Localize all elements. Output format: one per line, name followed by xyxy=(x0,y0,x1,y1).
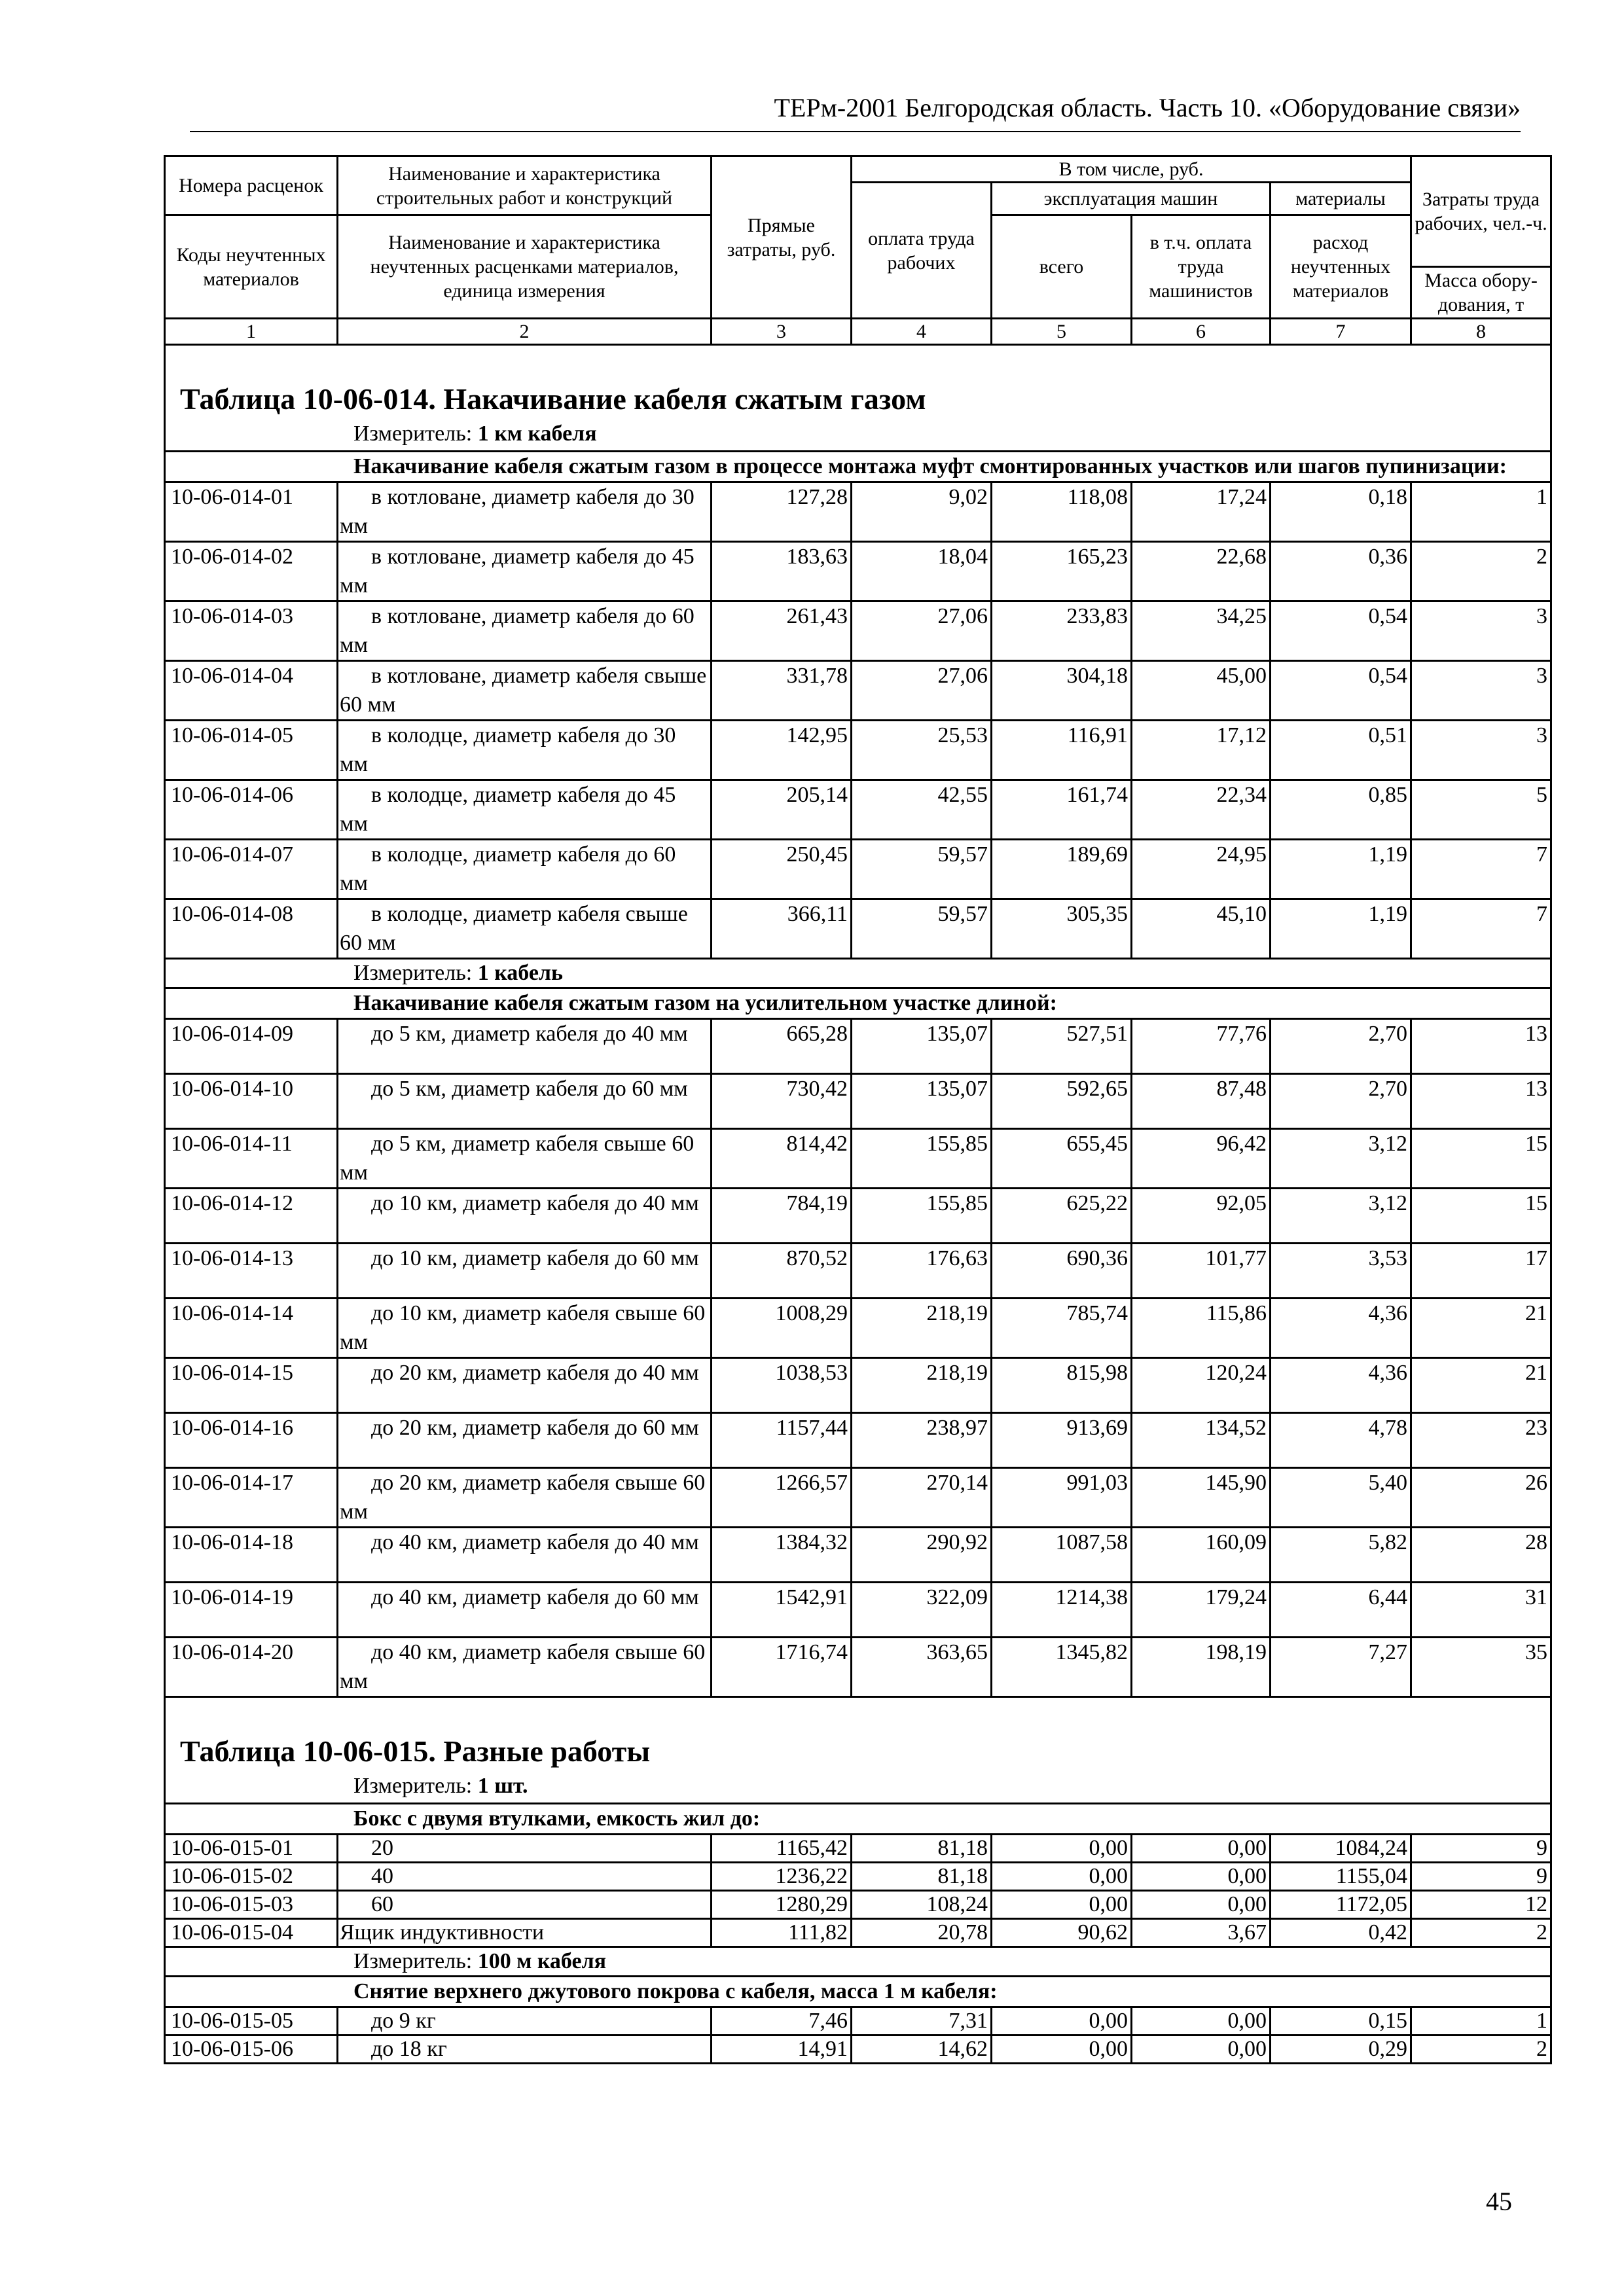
group-heading: Накачивание кабеля сжатым газом на усилительном участке длиной: xyxy=(165,988,1551,1019)
header-rate-numbers: Номера расценок xyxy=(165,156,338,215)
measure-cell xyxy=(165,1771,1551,1804)
machines-total: 527,51 xyxy=(992,1019,1132,1074)
direct-costs: 1280,29 xyxy=(712,1891,852,1919)
machines-total: 690,36 xyxy=(992,1244,1132,1299)
work-name: до 40 км, диаметр кабеля до 60 мм xyxy=(338,1583,712,1638)
column-number: 7 xyxy=(1271,319,1411,345)
measure-row xyxy=(165,1947,1551,1977)
work-name: в котловане, диаметр кабеля свыше 60 мм xyxy=(338,661,712,721)
direct-costs: 1236,22 xyxy=(712,1863,852,1891)
materials: 1,19 xyxy=(1271,840,1411,899)
machinist-pay: 22,68 xyxy=(1132,542,1271,601)
materials: 0,54 xyxy=(1271,661,1411,721)
header-direct-costs: Прямые затраты, руб. xyxy=(712,156,852,319)
work-name: в котловане, диаметр кабеля до 45 мм xyxy=(338,542,712,601)
header-including: В том числе, руб. xyxy=(852,156,1411,183)
worker-pay: 155,85 xyxy=(852,1189,992,1244)
rate-code: 10-06-015-04 xyxy=(165,1919,338,1947)
header-machinist-pay: в т.ч. оплата труда машинистов xyxy=(1132,215,1271,319)
group-row xyxy=(165,1977,1551,2007)
rate-code: 10-06-015-05 xyxy=(165,2007,338,2036)
worker-pay: 42,55 xyxy=(852,780,992,840)
worker-pay: 238,97 xyxy=(852,1413,992,1468)
machinist-pay: 17,24 xyxy=(1132,482,1271,542)
table-row xyxy=(165,721,1551,780)
table-row xyxy=(165,1468,1551,1528)
table-row xyxy=(165,601,1551,661)
group-heading: Снятие верхнего джутового покрова с кабеля, масса 1 м кабеля: xyxy=(165,1977,1551,2007)
machines-total: 165,23 xyxy=(992,542,1132,601)
materials: 7,27 xyxy=(1271,1638,1411,1697)
direct-costs: 127,28 xyxy=(712,482,852,542)
machines-total: 0,00 xyxy=(992,1835,1132,1863)
worker-pay: 25,53 xyxy=(852,721,992,780)
table-row xyxy=(165,1244,1551,1299)
machinist-pay: 24,95 xyxy=(1132,840,1271,899)
direct-costs: 142,95 xyxy=(712,721,852,780)
rate-code: 10-06-014-05 xyxy=(165,721,338,780)
column-number: 4 xyxy=(852,319,992,345)
worker-pay: 135,07 xyxy=(852,1074,992,1129)
measure-label: Измеритель: xyxy=(353,1774,473,1798)
header-work-name: Наименование и характеристика строительных работ и конструкций xyxy=(338,156,712,215)
direct-costs: 870,52 xyxy=(712,1244,852,1299)
worker-pay: 108,24 xyxy=(852,1891,992,1919)
rate-code: 10-06-014-19 xyxy=(165,1583,338,1638)
rate-code: 10-06-015-01 xyxy=(165,1835,338,1863)
machines-total: 0,00 xyxy=(992,1891,1132,1919)
table-row xyxy=(165,1129,1551,1189)
rate-code: 10-06-015-03 xyxy=(165,1891,338,1919)
worker-pay: 155,85 xyxy=(852,1129,992,1189)
work-name: 40 xyxy=(338,1863,712,1891)
table-row xyxy=(165,1919,1551,1947)
worker-pay: 290,92 xyxy=(852,1528,992,1583)
header-machine-operation: эксплуатация машин xyxy=(992,183,1271,215)
column-number: 8 xyxy=(1411,319,1551,345)
machinist-pay: 45,00 xyxy=(1132,661,1271,721)
materials: 0,29 xyxy=(1271,2036,1411,2064)
labor-hours: 1 xyxy=(1411,482,1551,542)
materials: 6,44 xyxy=(1271,1583,1411,1638)
table-row xyxy=(165,1835,1551,1863)
labor-hours: 13 xyxy=(1411,1019,1551,1074)
machines-total: 785,74 xyxy=(992,1299,1132,1358)
machinist-pay: 120,24 xyxy=(1132,1358,1271,1413)
machinist-pay: 17,12 xyxy=(1132,721,1271,780)
machines-total: 1214,38 xyxy=(992,1583,1132,1638)
measure-label: Измеритель: xyxy=(353,1949,473,1973)
worker-pay: 27,06 xyxy=(852,661,992,721)
work-name: до 10 км, диаметр кабеля до 40 мм xyxy=(338,1189,712,1244)
materials: 4,36 xyxy=(1271,1358,1411,1413)
work-name: до 40 км, диаметр кабеля свыше 60 мм xyxy=(338,1638,712,1697)
machines-total: 1345,82 xyxy=(992,1638,1132,1697)
table-title-cell xyxy=(165,1697,1551,1772)
machinist-pay: 179,24 xyxy=(1132,1583,1271,1638)
materials: 0,15 xyxy=(1271,2007,1411,2036)
work-name: до 10 км, диаметр кабеля до 60 мм xyxy=(338,1244,712,1299)
machinist-pay: 45,10 xyxy=(1132,899,1271,959)
measure-label: Измеритель: xyxy=(353,422,473,446)
materials: 0,18 xyxy=(1271,482,1411,542)
header-machines-total: всего xyxy=(992,215,1132,319)
rate-code: 10-06-014-04 xyxy=(165,661,338,721)
direct-costs: 730,42 xyxy=(712,1074,852,1129)
rate-code: 10-06-014-16 xyxy=(165,1413,338,1468)
rate-code: 10-06-014-12 xyxy=(165,1189,338,1244)
machines-total: 655,45 xyxy=(992,1129,1132,1189)
rate-code: 10-06-015-06 xyxy=(165,2036,338,2064)
machines-total: 0,00 xyxy=(992,1863,1132,1891)
column-number: 6 xyxy=(1132,319,1271,345)
machinist-pay: 87,48 xyxy=(1132,1074,1271,1129)
direct-costs: 183,63 xyxy=(712,542,852,601)
machinist-pay: 96,42 xyxy=(1132,1129,1271,1189)
direct-costs: 111,82 xyxy=(712,1919,852,1947)
column-number: 1 xyxy=(165,319,338,345)
measure-row xyxy=(165,959,1551,988)
worker-pay: 14,62 xyxy=(852,2036,992,2064)
table-row xyxy=(165,1189,1551,1244)
measure-label: Измеритель: xyxy=(353,961,473,985)
materials: 2,70 xyxy=(1271,1074,1411,1129)
worker-pay: 7,31 xyxy=(852,2007,992,2036)
column-number: 5 xyxy=(992,319,1132,345)
machines-total: 161,74 xyxy=(992,780,1132,840)
measure-unit: 100 м кабеля xyxy=(477,1949,607,1973)
machinist-pay: 0,00 xyxy=(1132,1863,1271,1891)
labor-hours: 17 xyxy=(1411,1244,1551,1299)
rate-code: 10-06-014-11 xyxy=(165,1129,338,1189)
machines-total: 189,69 xyxy=(992,840,1132,899)
worker-pay: 9,02 xyxy=(852,482,992,542)
machines-total: 116,91 xyxy=(992,721,1132,780)
table-row xyxy=(165,2007,1551,2036)
materials: 4,78 xyxy=(1271,1413,1411,1468)
table-body xyxy=(165,345,1551,2064)
rate-code: 10-06-014-08 xyxy=(165,899,338,959)
machinist-pay: 0,00 xyxy=(1132,2036,1271,2064)
labor-hours: 15 xyxy=(1411,1129,1551,1189)
worker-pay: 59,57 xyxy=(852,899,992,959)
measure-unit: 1 кабель xyxy=(477,961,563,985)
worker-pay: 322,09 xyxy=(852,1583,992,1638)
labor-hours: 3 xyxy=(1411,721,1551,780)
work-name: в котловане, диаметр кабеля до 60 мм xyxy=(338,601,712,661)
work-name: 20 xyxy=(338,1835,712,1863)
labor-hours: 5 xyxy=(1411,780,1551,840)
rate-code: 10-06-014-03 xyxy=(165,601,338,661)
rate-code: 10-06-014-09 xyxy=(165,1019,338,1074)
column-number: 3 xyxy=(712,319,852,345)
worker-pay: 363,65 xyxy=(852,1638,992,1697)
table-row xyxy=(165,840,1551,899)
table-title-cell xyxy=(165,345,1551,420)
labor-hours: 13 xyxy=(1411,1074,1551,1129)
table-row xyxy=(165,1019,1551,1074)
labor-hours: 3 xyxy=(1411,601,1551,661)
materials: 1084,24 xyxy=(1271,1835,1411,1863)
table-row xyxy=(165,2036,1551,2064)
labor-hours: 1 xyxy=(1411,2007,1551,2036)
work-name: до 18 кг xyxy=(338,2036,712,2064)
table-row xyxy=(165,542,1551,601)
rate-code: 10-06-014-02 xyxy=(165,542,338,601)
labor-hours: 2 xyxy=(1411,1919,1551,1947)
worker-pay: 20,78 xyxy=(852,1919,992,1947)
machines-total: 625,22 xyxy=(992,1189,1132,1244)
machinist-pay: 77,76 xyxy=(1132,1019,1271,1074)
direct-costs: 784,19 xyxy=(712,1189,852,1244)
table-row xyxy=(165,1583,1551,1638)
materials: 5,40 xyxy=(1271,1468,1411,1528)
work-name: до 20 км, диаметр кабеля до 40 мм xyxy=(338,1358,712,1413)
machinist-pay: 3,67 xyxy=(1132,1919,1271,1947)
work-name: до 40 км, диаметр кабеля до 40 мм xyxy=(338,1528,712,1583)
rate-code: 10-06-014-10 xyxy=(165,1074,338,1129)
machinist-pay: 0,00 xyxy=(1132,1891,1271,1919)
machines-total: 913,69 xyxy=(992,1413,1132,1468)
measure-cell xyxy=(165,959,1551,988)
labor-hours: 9 xyxy=(1411,1835,1551,1863)
machines-total: 0,00 xyxy=(992,2036,1132,2064)
column-number: 2 xyxy=(338,319,712,345)
rate-code: 10-06-014-06 xyxy=(165,780,338,840)
labor-hours: 3 xyxy=(1411,661,1551,721)
labor-hours: 31 xyxy=(1411,1583,1551,1638)
direct-costs: 1542,91 xyxy=(712,1583,852,1638)
group-row xyxy=(165,452,1551,482)
group-row xyxy=(165,1804,1551,1835)
measure-unit: 1 км кабеля xyxy=(477,422,597,446)
direct-costs: 1157,44 xyxy=(712,1413,852,1468)
worker-pay: 135,07 xyxy=(852,1019,992,1074)
measure-row xyxy=(165,1771,1551,1804)
rate-code: 10-06-014-01 xyxy=(165,482,338,542)
rate-code: 10-06-014-17 xyxy=(165,1468,338,1528)
materials: 1155,04 xyxy=(1271,1863,1411,1891)
running-title: ТЕРм-2001 Белгородская область. Часть 10. «Оборудование связи» xyxy=(774,93,1521,122)
table-row xyxy=(165,1528,1551,1583)
labor-hours: 23 xyxy=(1411,1413,1551,1468)
direct-costs: 1266,57 xyxy=(712,1468,852,1528)
group-heading: Бокс с двумя втулками, емкость жил до: xyxy=(165,1804,1551,1835)
machinist-pay: 160,09 xyxy=(1132,1528,1271,1583)
table-row xyxy=(165,899,1551,959)
column-numbers-row xyxy=(165,319,1551,345)
header-material-codes: Коды неучтенных материалов xyxy=(165,215,338,319)
direct-costs: 1384,32 xyxy=(712,1528,852,1583)
materials: 4,36 xyxy=(1271,1299,1411,1358)
worker-pay: 81,18 xyxy=(852,1835,992,1863)
work-name: Ящик индуктивности xyxy=(338,1919,712,1947)
worker-pay: 270,14 xyxy=(852,1468,992,1528)
group-heading: Накачивание кабеля сжатым газом в процессе монтажа муфт смонтированных участков или шагов пупинизации: xyxy=(165,452,1551,482)
machinist-pay: 22,34 xyxy=(1132,780,1271,840)
rate-code: 10-06-014-20 xyxy=(165,1638,338,1697)
table-row xyxy=(165,1358,1551,1413)
machines-total: 90,62 xyxy=(992,1919,1132,1947)
materials: 5,82 xyxy=(1271,1528,1411,1583)
rate-code: 10-06-015-02 xyxy=(165,1863,338,1891)
direct-costs: 205,14 xyxy=(712,780,852,840)
direct-costs: 1038,53 xyxy=(712,1358,852,1413)
machines-total: 118,08 xyxy=(992,482,1132,542)
header-labor-costs: Затраты труда рабочих, чел.-ч. xyxy=(1411,156,1551,267)
labor-hours: 7 xyxy=(1411,899,1551,959)
header-material-names: Наименование и характеристика неучтенных расценками материалов, единица измерения xyxy=(338,215,712,319)
materials: 3,53 xyxy=(1271,1244,1411,1299)
work-name: в колодце, диаметр кабеля до 30 мм xyxy=(338,721,712,780)
rate-code: 10-06-014-07 xyxy=(165,840,338,899)
machines-total: 1087,58 xyxy=(992,1528,1132,1583)
direct-costs: 250,45 xyxy=(712,840,852,899)
page-number: 45 xyxy=(1486,2187,1512,2216)
direct-costs: 1165,42 xyxy=(712,1835,852,1863)
materials: 1172,05 xyxy=(1271,1891,1411,1919)
machinist-pay: 198,19 xyxy=(1132,1638,1271,1697)
measure-unit: 1 шт. xyxy=(477,1774,528,1798)
direct-costs: 331,78 xyxy=(712,661,852,721)
direct-costs: 7,46 xyxy=(712,2007,852,2036)
header-rule xyxy=(190,131,1521,132)
machinist-pay: 92,05 xyxy=(1132,1189,1271,1244)
labor-hours: 35 xyxy=(1411,1638,1551,1697)
direct-costs: 665,28 xyxy=(712,1019,852,1074)
work-name: 60 xyxy=(338,1891,712,1919)
worker-pay: 27,06 xyxy=(852,601,992,661)
labor-hours: 2 xyxy=(1411,2036,1551,2064)
table-row xyxy=(165,780,1551,840)
work-name: до 20 км, диаметр кабеля свыше 60 мм xyxy=(338,1468,712,1528)
machinist-pay: 115,86 xyxy=(1132,1299,1271,1358)
measure-cell xyxy=(165,1947,1551,1977)
materials: 3,12 xyxy=(1271,1129,1411,1189)
worker-pay: 59,57 xyxy=(852,840,992,899)
machines-total: 305,35 xyxy=(992,899,1132,959)
labor-hours: 26 xyxy=(1411,1468,1551,1528)
materials: 0,54 xyxy=(1271,601,1411,661)
labor-hours: 21 xyxy=(1411,1299,1551,1358)
labor-hours: 28 xyxy=(1411,1528,1551,1583)
header-equipment-mass: Масса обору-дования, т xyxy=(1411,267,1551,319)
worker-pay: 218,19 xyxy=(852,1299,992,1358)
work-name: до 20 км, диаметр кабеля до 60 мм xyxy=(338,1413,712,1468)
table-title-row xyxy=(165,1697,1551,1772)
worker-pay: 176,63 xyxy=(852,1244,992,1299)
labor-hours: 12 xyxy=(1411,1891,1551,1919)
materials: 0,85 xyxy=(1271,780,1411,840)
worker-pay: 81,18 xyxy=(852,1863,992,1891)
table-title: Таблица 10-06-015. Разные работы xyxy=(180,1734,651,1768)
work-name: до 5 км, диаметр кабеля свыше 60 мм xyxy=(338,1129,712,1189)
work-name: до 5 км, диаметр кабеля до 60 мм xyxy=(338,1074,712,1129)
machinist-pay: 145,90 xyxy=(1132,1468,1271,1528)
worker-pay: 18,04 xyxy=(852,542,992,601)
materials: 1,19 xyxy=(1271,899,1411,959)
rates-table xyxy=(164,155,1552,2064)
materials: 0,36 xyxy=(1271,542,1411,601)
direct-costs: 366,11 xyxy=(712,899,852,959)
work-name: в котловане, диаметр кабеля до 30 мм xyxy=(338,482,712,542)
machinist-pay: 34,25 xyxy=(1132,601,1271,661)
materials: 0,51 xyxy=(1271,721,1411,780)
direct-costs: 14,91 xyxy=(712,2036,852,2064)
machinist-pay: 0,00 xyxy=(1132,1835,1271,1863)
rate-code: 10-06-014-13 xyxy=(165,1244,338,1299)
header-worker-pay: оплата труда рабочих xyxy=(852,183,992,319)
machines-total: 592,65 xyxy=(992,1074,1132,1129)
work-name: до 9 кг xyxy=(338,2007,712,2036)
machines-total: 304,18 xyxy=(992,661,1132,721)
rate-code: 10-06-014-14 xyxy=(165,1299,338,1358)
labor-hours: 7 xyxy=(1411,840,1551,899)
machines-total: 991,03 xyxy=(992,1468,1132,1528)
materials: 2,70 xyxy=(1271,1019,1411,1074)
measure-cell xyxy=(165,419,1551,452)
header-material-consumption: расход неучтенных материалов xyxy=(1271,215,1411,319)
machines-total: 233,83 xyxy=(992,601,1132,661)
direct-costs: 1008,29 xyxy=(712,1299,852,1358)
table-row xyxy=(165,1638,1551,1697)
header-materials: материалы xyxy=(1271,183,1411,215)
machinist-pay: 0,00 xyxy=(1132,2007,1271,2036)
labor-hours: 15 xyxy=(1411,1189,1551,1244)
table-row xyxy=(165,482,1551,542)
table-row xyxy=(165,661,1551,721)
table-header xyxy=(165,156,1551,345)
worker-pay: 218,19 xyxy=(852,1358,992,1413)
direct-costs: 814,42 xyxy=(712,1129,852,1189)
rate-code: 10-06-014-18 xyxy=(165,1528,338,1583)
work-name: до 10 км, диаметр кабеля свыше 60 мм xyxy=(338,1299,712,1358)
work-name: в колодце, диаметр кабеля до 60 мм xyxy=(338,840,712,899)
machinist-pay: 134,52 xyxy=(1132,1413,1271,1468)
machines-total: 815,98 xyxy=(992,1358,1132,1413)
table-row xyxy=(165,1074,1551,1129)
table-row xyxy=(165,1863,1551,1891)
machinist-pay: 101,77 xyxy=(1132,1244,1271,1299)
machines-total: 0,00 xyxy=(992,2007,1132,2036)
group-row xyxy=(165,988,1551,1019)
labor-hours: 9 xyxy=(1411,1863,1551,1891)
work-name: в колодце, диаметр кабеля свыше 60 мм xyxy=(338,899,712,959)
table-row xyxy=(165,1413,1551,1468)
measure-row xyxy=(165,419,1551,452)
materials: 3,12 xyxy=(1271,1189,1411,1244)
labor-hours: 2 xyxy=(1411,542,1551,601)
table-row xyxy=(165,1891,1551,1919)
table-row xyxy=(165,1299,1551,1358)
direct-costs: 261,43 xyxy=(712,601,852,661)
table-title-row xyxy=(165,345,1551,420)
materials: 0,42 xyxy=(1271,1919,1411,1947)
labor-hours: 21 xyxy=(1411,1358,1551,1413)
rate-code: 10-06-014-15 xyxy=(165,1358,338,1413)
work-name: в колодце, диаметр кабеля до 45 мм xyxy=(338,780,712,840)
work-name: до 5 км, диаметр кабеля до 40 мм xyxy=(338,1019,712,1074)
direct-costs: 1716,74 xyxy=(712,1638,852,1697)
table-title: Таблица 10-06-014. Накачивание кабеля сжатым газом xyxy=(180,382,926,416)
